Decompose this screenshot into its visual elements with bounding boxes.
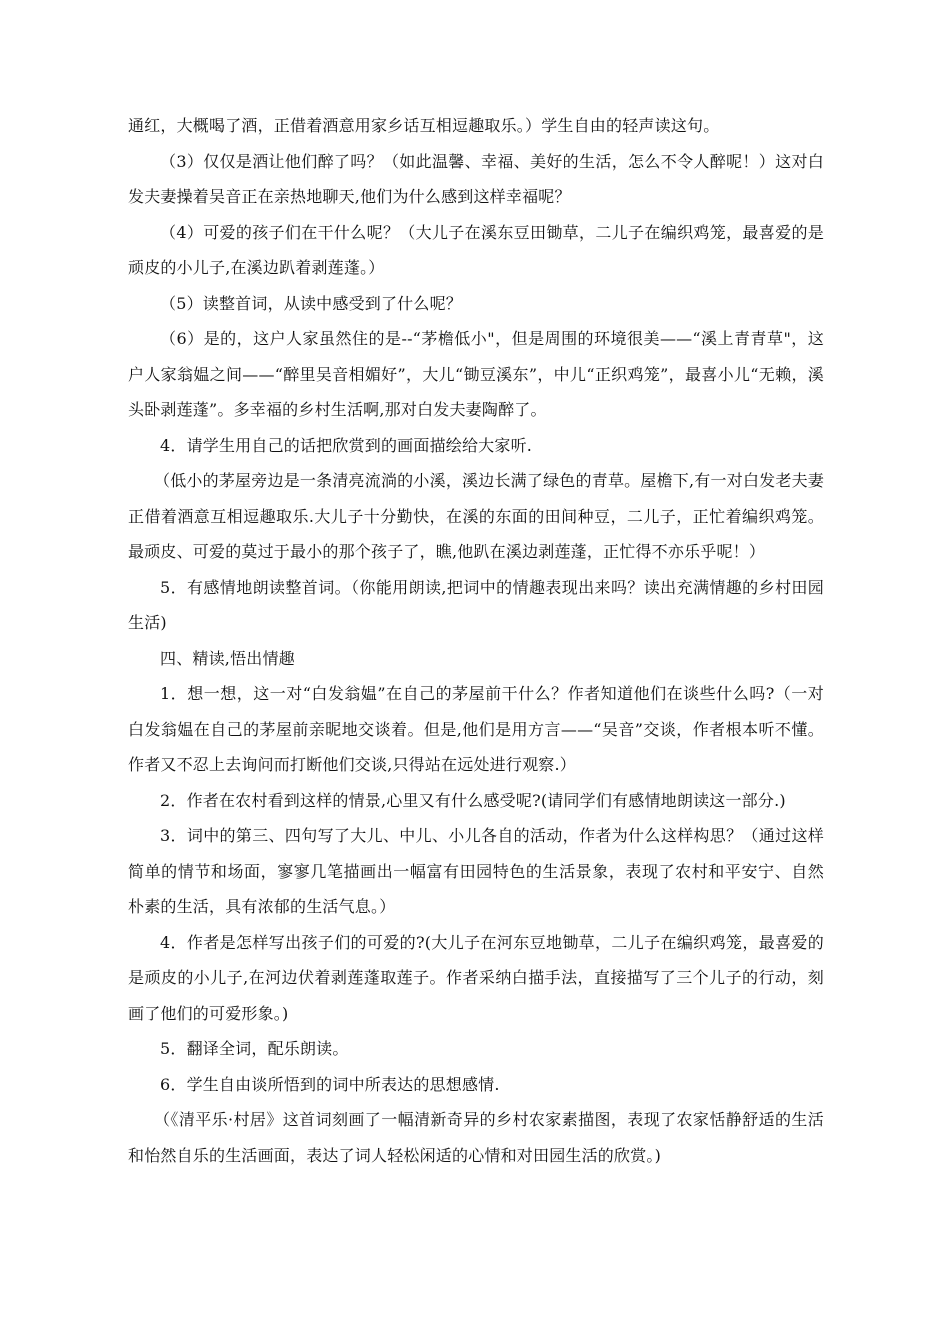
paragraph-close-reading-3: 3．词中的第三、四句写了大儿、中儿、小儿各自的活动，作者为什么这样构思？（通过这样简单的情节和场面，寥寥几笔描画出一幅富有田园特色的生活景象，表现了农村和平安宁、自然朴素的生活，具有浓郁的生活气息。）	[128, 826, 824, 916]
paragraph-question-4: （4）可爱的孩子们在干什么呢？（大儿子在溪东豆田锄草，二儿子在编织鸡笼，最喜爱的是顽皮的小儿子,在溪边趴着剥莲蓬。）	[128, 222, 824, 277]
paragraph-continuation: 通红，大概喝了酒，正借着酒意用家乡话互相逗趣取乐。）学生自由的轻声读这句。	[128, 116, 720, 135]
paragraph-scene-description: （低小的茅屋旁边是一条清亮流淌的小溪，溪边长满了绿色的青草。屋檐下,有一对白发老夫妻正借着酒意互相逗趣取乐.大儿子十分勤快，在溪的东面的田间种豆，二儿子，正忙着编织鸡笼。最顽皮、可爱的莫过于最小的那个孩子了，瞧,他趴在溪边剥莲蓬，正忙得不亦乐乎呢！）	[128, 471, 824, 561]
section-heading-close-reading: 四、精读,悟出情趣	[160, 648, 295, 668]
paragraph-question-6: （6）是的，这户人家虽然住的是--“茅檐低小"，但是周围的环境很美——“溪上青青草"，这户人家翁媪之间——“醉里吴音相媚好”，大儿“锄豆溪东”，中儿“正织鸡笼”，最喜小儿“无赖，溪头卧剥莲蓬”。多幸福的乡村生活啊,那对白发夫妻陶醉了。	[128, 329, 824, 419]
document-page	[128, 108, 824, 1173]
paragraph-step-4: 4．请学生用自己的话把欣赏到的画面描绘给大家听.	[160, 435, 533, 455]
paragraph-question-5: （5）读整首词，从读中感受到了什么呢？	[160, 293, 462, 313]
paragraph-close-reading-2: 2．作者在农村看到这样的情景,心里又有什么感受呢?(请同学们有感情地朗读这一部分.)	[160, 790, 786, 810]
paragraph-step-5: 5．有感情地朗读整首词。（你能用朗读,把词中的情趣表现出来吗？读出充满情趣的乡村田园生活)	[128, 577, 824, 632]
paragraph-close-reading-5: 5．翻译全词，配乐朗读。	[160, 1039, 349, 1058]
paragraph-question-3: （3）仅仅是酒让他们醉了吗？（如此温馨、幸福、美好的生活，怎么不令人醉呢！）这对白发夫妻操着吴音正在亲热地聊天,他们为什么感到这样幸福呢？	[128, 151, 824, 206]
paragraph-summary: （《清平乐·村居》这首词刻画了一幅清新奇异的乡村农家素描图，表现了农家恬静舒适的生活和怡然自乐的生活画面，表达了词人轻松闲适的心情和对田园生活的欣赏。)	[128, 1110, 824, 1165]
paragraph-close-reading-4: 4．作者是怎样写出孩子们的可爱的?(大儿子在河东豆地锄草，二儿子在编织鸡笼，最喜爱的是顽皮的小儿子,在河边伏着剥莲蓬取莲子。作者采纳白描手法，直接描写了三个儿子的行动，刻画了他们的可爱形象。)	[128, 932, 824, 1023]
paragraph-close-reading-1: 1．想一想，这一对“白发翁媪”在自己的茅屋前干什么？作者知道他们在谈些什么吗?（一对白发翁媪在自己的茅屋前亲昵地交谈着。但是,他们是用方言——“吴音”交谈，作者根本听不懂。作者又不忍上去询问而打断他们交谈,只得站在远处进行观察.）	[128, 684, 824, 774]
paragraph-close-reading-6: 6．学生自由谈所悟到的词中所表达的思想感情.	[160, 1074, 500, 1094]
